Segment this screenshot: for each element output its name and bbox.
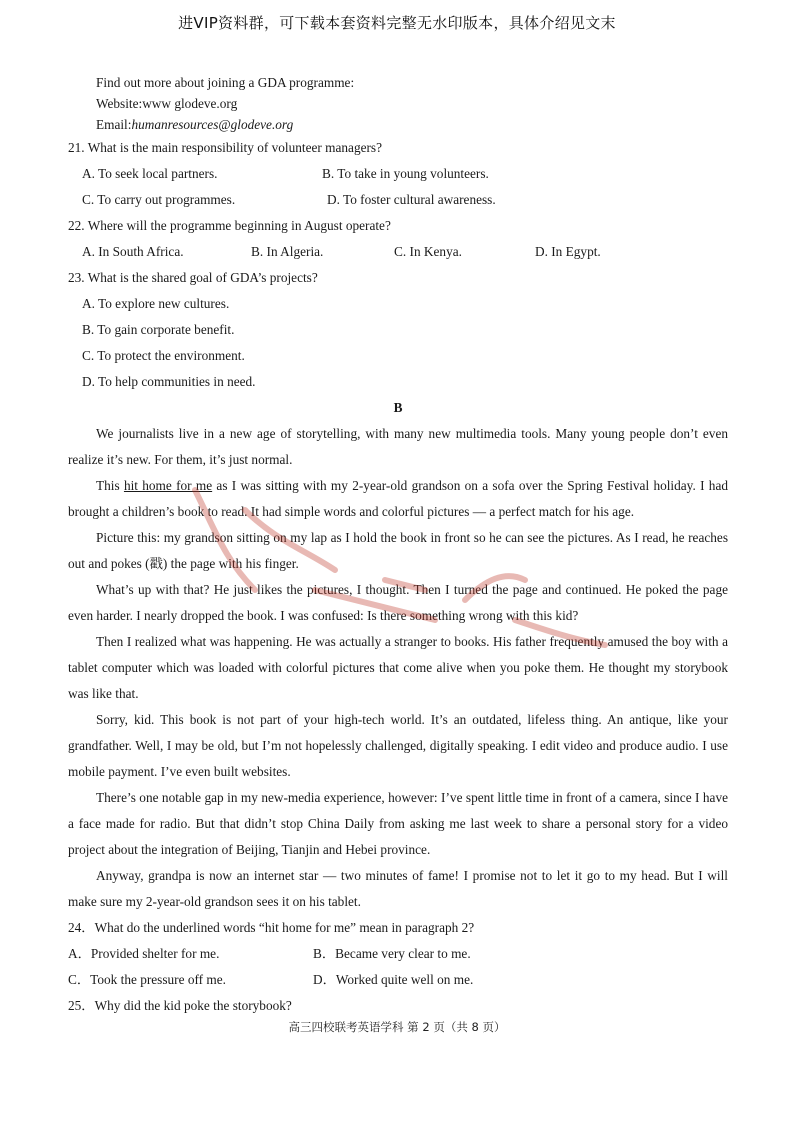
passage-b [68, 421, 728, 915]
option-22-c: C. In Kenya. [394, 244, 462, 259]
question-23-stem: 23. What is the shared goal of GDA’s projects? [68, 270, 318, 285]
question-22 [68, 213, 728, 265]
paragraph-4: What’s up with that? He just likes the pictures, I thought. Then I turned the page and continued. He poked the page even harder. I nearly dropped the book. I was confused: Is there something wrong with this kid? [68, 582, 728, 623]
option-24-b: B．Became very clear to me. [313, 946, 471, 961]
option-21-b: B. To take in young volunteers. [322, 166, 489, 181]
question-25 [68, 993, 728, 1019]
question-21-stem: 21. What is the main responsibility of volunteer managers? [68, 140, 383, 155]
option-21-c: C. To carry out programmes. [82, 192, 236, 207]
option-22-d: D. In Egypt. [535, 244, 601, 259]
question-24-options-cd [68, 967, 728, 993]
option-23-a: A. To explore new cultures. [82, 296, 230, 311]
paragraph-8: Anyway, grandpa is now an internet star — two minutes of fame! I promise not to let it go to my head. But I will make sure my 2-year-old grandson sees it on his tablet. [68, 868, 728, 909]
option-21-a: A. To seek local partners. [82, 166, 218, 181]
question-21-options-cd [68, 187, 728, 213]
paragraph-6: Sorry, kid. This book is not part of your high-tech world. It’s an outdated, lifeless thing. An antique, like your grandfather. Well, I may be old, but I’m not hopelessly challenged, digitally speaking. I edit video and produce audio. I use mobile payment. I’ve even built websites. [68, 712, 728, 779]
question-21 [68, 135, 728, 213]
option-23-b: B. To gain corporate benefit. [82, 322, 235, 337]
paragraph-3: Picture this: my grandson sitting on my lap as I hold the book in front so he can see the pictures. As I read, he reaches out and pokes (戳) the page with his finger. [68, 530, 728, 571]
question-24 [68, 915, 728, 993]
option-24-c: C．Took the pressure off me. [68, 972, 226, 987]
option-21-d: D. To foster cultural awareness. [327, 192, 496, 207]
question-23 [68, 265, 728, 395]
underlined-phrase: hit home for me [123, 478, 213, 493]
paragraph-2-rest: as I was sitting with my 2-year-old grandson on a sofa over the Spring Festival holiday. I had brought a children’s book to read. It had simple words and colorful pictures — a perfect match for his age. [68, 478, 728, 519]
email-value: humanresources@glodeve.org [131, 117, 294, 132]
info-line-join: Find out more about joining a GDA programme: [96, 75, 355, 90]
question-21-options-ab [68, 161, 728, 187]
question-24-stem: 24．What do the underlined words “hit home for me” mean in paragraph 2? [68, 920, 475, 935]
paragraph-2 [68, 473, 728, 525]
info-line-email [96, 114, 728, 135]
option-24-d: D．Worked quite well on me. [313, 972, 474, 987]
vip-banner: 进VIP资料群，可下载本套资料完整无水印版本，具体介绍见文末 [178, 14, 616, 32]
gda-contact-info [68, 72, 728, 135]
section-heading-b: B [393, 400, 403, 415]
question-22-stem: 22. Where will the programme beginning in August operate? [68, 218, 391, 233]
question-22-options [68, 239, 728, 265]
page-content [68, 72, 728, 1019]
option-22-b: B. In Algeria. [251, 244, 324, 259]
paragraph-1: We journalists live in a new age of storytelling, with many new multimedia tools. Many young people don’t even realize it’s new. For them, it’s just normal. [68, 426, 728, 467]
paragraph-5: Then I realized what was happening. He was actually a stranger to books. His father frequently amused the boy with a tablet computer which was loaded with colorful pictures that come alive when you poke them. He thought my storybook was like that. [68, 634, 728, 701]
paragraph-2-start: This [96, 478, 124, 493]
email-label: Email: [96, 117, 132, 132]
option-23-c: C. To protect the environment. [82, 348, 245, 363]
option-22-a: A. In South Africa. [82, 244, 184, 259]
paragraph-7: There’s one notable gap in my new-media experience, however: I’ve spent little time in front of a camera, since I have a face made for radio. But that didn’t stop China Daily from asking me last week to share a personal story for a video project about the integration of Beijing, Tianjin and Hebei province. [68, 790, 728, 857]
page-footer: 高三四校联考英语学科 第 2 页（共 8 页） [288, 1020, 506, 1034]
question-24-options-ab [68, 941, 728, 967]
question-25-stem: 25．Why did the kid poke the storybook? [68, 998, 292, 1013]
info-line-website: Website:www glodeve.org [96, 96, 238, 111]
option-24-a: A．Provided shelter for me. [68, 946, 220, 961]
option-23-d: D. To help communities in need. [82, 374, 256, 389]
